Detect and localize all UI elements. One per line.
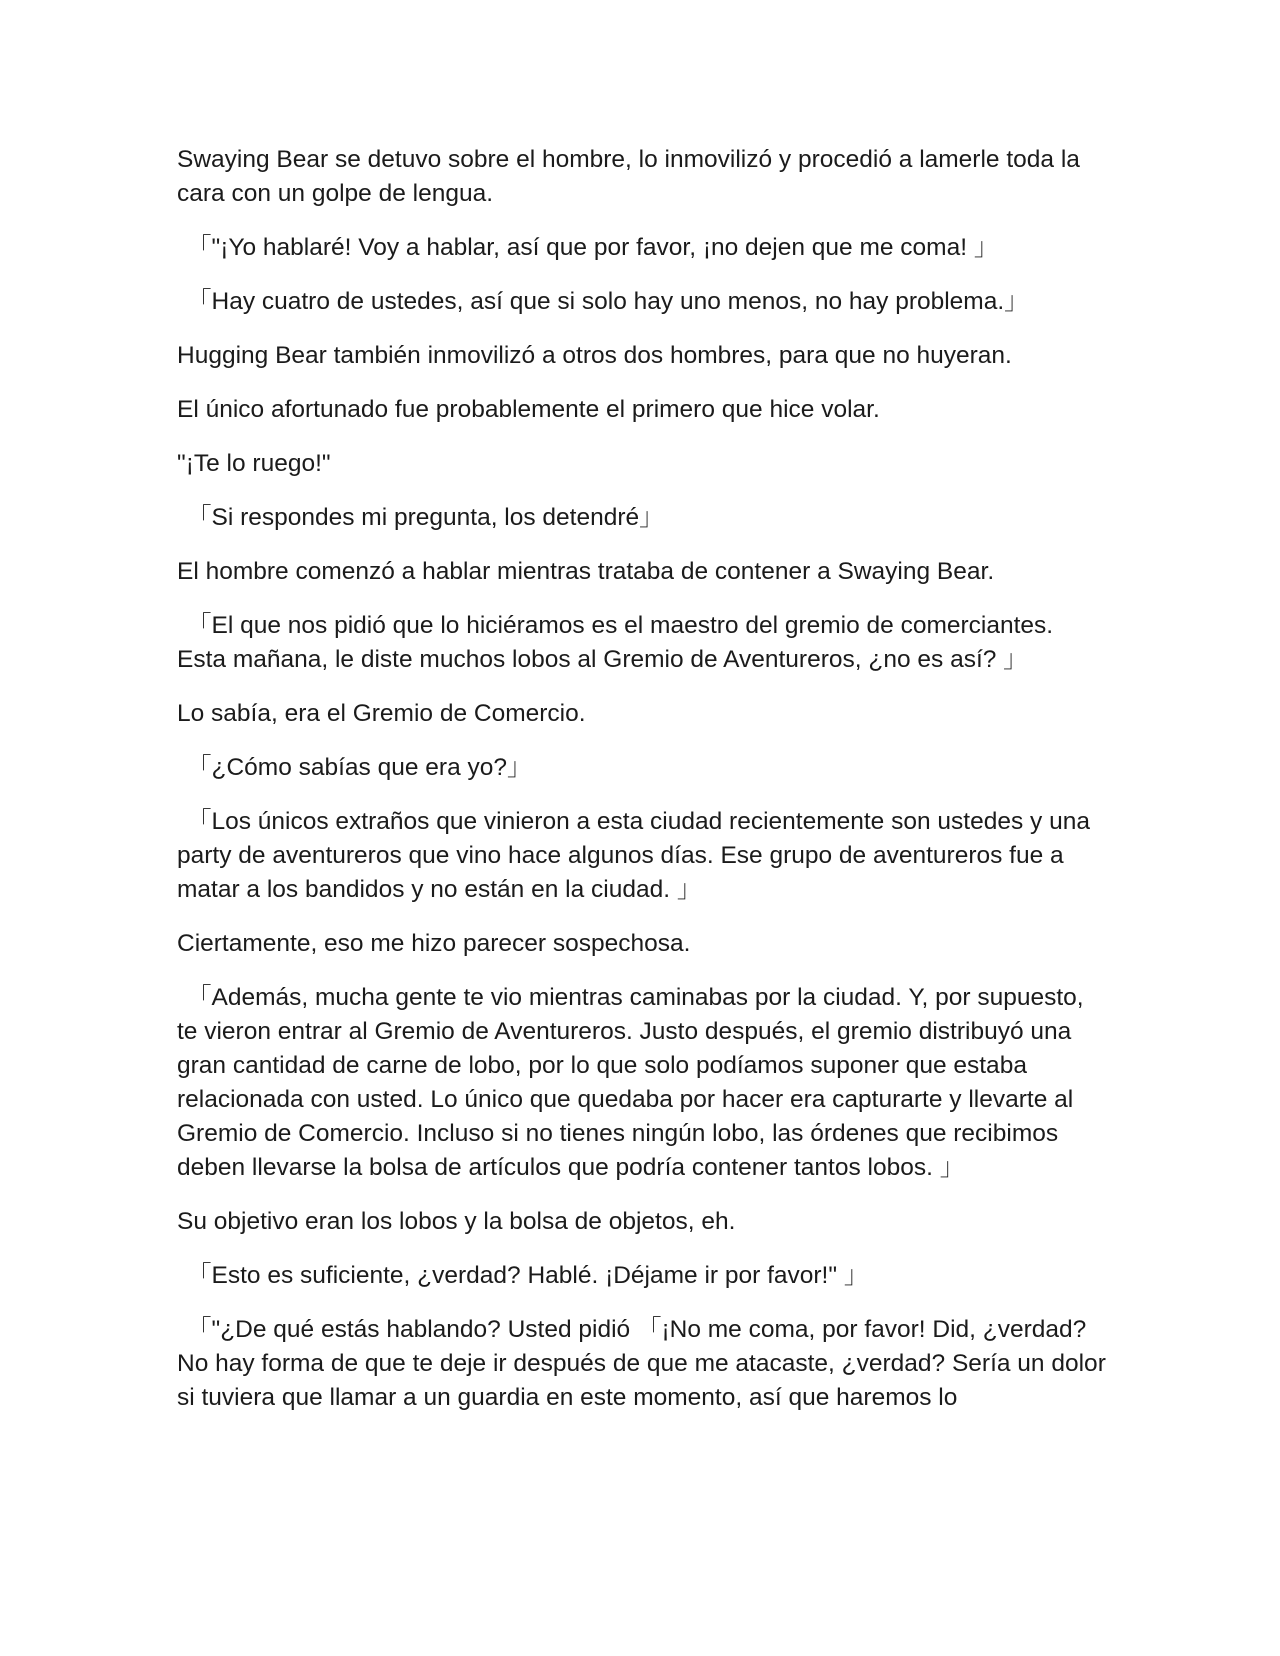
paragraph-dialog: 「"¡Yo hablaré! Voy a hablar, así que por favor, ¡no dejen que me coma! 」 <box>187 234 999 261</box>
paragraph-dialog: 「¿Cómo sabías que era yo?」 <box>187 754 532 781</box>
paragraph-dialog: 「"¿De qué estás hablando? Usted pidió 「¡No me coma, por favor! Did, ¿verdad? No hay forma de que te deje ir después de que me atacaste, ¿verdad? Sería un dolor si tuviera que llamar a un guardia en este momento, así que haremos lo <box>177 1316 1106 1411</box>
paragraph-narration: El único afortunado fue probablemente el primero que hice volar. <box>177 396 880 423</box>
paragraph-narration: Hugging Bear también inmovilizó a otros dos hombres, para que no huyeran. <box>177 342 1012 369</box>
paragraph-narration: El hombre comenzó a hablar mientras trataba de contener a Swaying Bear. <box>177 558 995 585</box>
paragraph-narration: Su objetivo eran los lobos y la bolsa de objetos, eh. <box>177 1208 736 1235</box>
paragraph-dialog: 「Además, mucha gente te vio mientras caminabas por la ciudad. Y, por supuesto, te vieron entrar al Gremio de Aventureros. Justo después, el gremio distribuyó una gran cantidad de carne de lobo, por lo que solo podíamos suponer que estaba relacionada con usted. Lo único que quedaba por hacer era capturarte y llevarte al Gremio de Comercio. Incluso si no tienes ningún lobo, las órdenes que recibimos deben llevarse la bolsa de artículos que podría contener tantos lobos. 」 <box>177 984 1084 1181</box>
paragraph-dialog: 「Esto es suficiente, ¿verdad? Hablé. ¡Déjame ir por favor!" 」 <box>187 1262 869 1289</box>
paragraph-dialog: 「Si respondes mi pregunta, los detendré」 <box>187 504 664 531</box>
document-page <box>177 143 1107 1435</box>
paragraph-narration: Ciertamente, eso me hizo parecer sospechosa. <box>177 930 691 957</box>
paragraph-dialog: 「Los únicos extraños que vinieron a esta ciudad recientemente son ustedes y una party de aventureros que vino hace algunos días. Ese grupo de aventureros fue a matar a los bandidos y no están en la ciudad. 」 <box>177 808 1090 903</box>
paragraph-dialog: 「Hay cuatro de ustedes, así que si solo hay uno menos, no hay problema.」 <box>187 288 1029 315</box>
paragraph-narration: Lo sabía, era el Gremio de Comercio. <box>177 700 586 727</box>
paragraph-dialog: 「El que nos pidió que lo hiciéramos es el maestro del gremio de comerciantes. Esta mañana, le diste muchos lobos al Gremio de Aventureros, ¿no es así? 」 <box>177 612 1054 673</box>
paragraph-narration: Swaying Bear se detuvo sobre el hombre, lo inmovilizó y procedió a lamerle toda la cara con un golpe de lengua. <box>177 146 1080 207</box>
paragraph-narration: "¡Te lo ruego!" <box>177 450 331 477</box>
